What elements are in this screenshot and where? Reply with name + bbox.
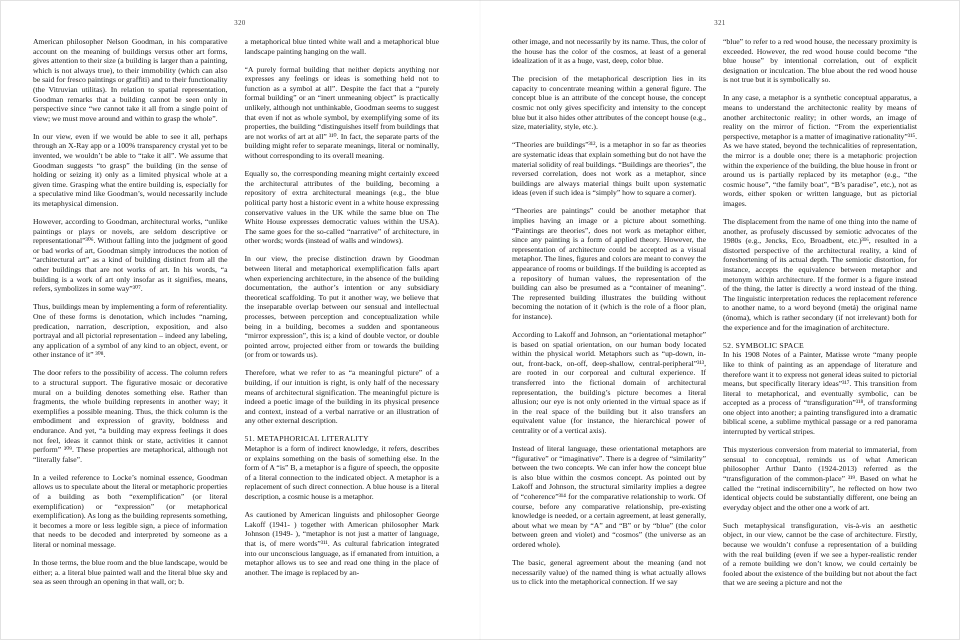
paragraph: However, according to Goodman, architectural works, “unlike paintings or plays or novels, are seldom descriptive or representational”³⁰⁶. Without falling into the judgment of good or bad works of art, Goodman simply introduces the notion of “architectural art” as a kind of building distinct from all the other buildings that are not works of art. In his words, “a building is a work of art only insofar as it signifies, means, refers, symbolizes in some way”³⁰⁷.	[33, 217, 228, 294]
section-heading-52: 52. SYMBOLIC SPACE	[723, 340, 804, 350]
paragraph: The precision of the metaphorical description lies in its capacity to concentrate meaning within a general figure. The concept blue is an attribute of the concept house, the concept cosmic not only gives specificity and intensity to the concept blue but it also hides other attributes of the concept house (e.g., size, materiality, style, etc.).	[512, 74, 706, 132]
paragraph: other image, and not necessarily by its name. Thus, the color of the house has the color of the cosmos, at least of a general idealization of it as a huge, vast, deep, color blue.	[512, 37, 706, 66]
page-321-column-1	[512, 37, 706, 629]
paragraph: “Theories are buildings”³¹², is a metaphor in so far as theories are systematic ideas that explain something but do not have the material solidity of real buildings. “Buildings are theories”, the reversed correlation, does not work as a metaphor, since buildings are always material things built upon systematic ideas (even if such idea is “simply” how to square a corner).	[512, 140, 706, 198]
paragraph: In his 1908 Notes of a Painter, Matisse wrote “many people like to think of painting as an appendage of literature and therefore want it to express not general ideas suited to pictorial means, but specifically literary ideas”³¹⁷. This transition from literal to metaphorical, and eventually symbolic, can be accepted as a process of “transfiguration”³¹⁸, of transforming one object into another; a painting transfigured into a dramatic biblical scene, a sublime mythical passage or a red panorama interrupted by vertical stripes.	[723, 350, 917, 437]
page-321-columns	[480, 37, 960, 629]
paragraph: Such metaphysical transfiguration, vis-à-vis an aesthetic object, in our view, cannot be the case of architecture. Firstly, because we wouldn’t confuse a representation of a building with the real building (even if we see a hyper-realistic render of a remote building we don’t know, we could certainly be fooled about the existence of the building but not about the fact that we are seeing a picture and not the	[723, 520, 917, 588]
page-number-right: 321	[714, 20, 726, 27]
page-number-left: 320	[234, 20, 246, 27]
paragraph: “Theories are paintings” could be another metaphor that implies having an image or a picture about something. “Paintings are theories”, does not work as metaphor either, since any painting is a form of applied theory. However, the representation of architecture could be accepted as a visual metaphor. The lines, figures and colors are meant to convey the appearance of rooms or buildings. If the building is accepted as a repository of human values, the representation of the building can also be presumed as a “container of meaning”. The represented building illustrates the building without becoming the notation of it (which is the role of a floor plan, for instance).	[512, 206, 706, 321]
paragraph: According to Lakoff and Johnson, an “orientational metaphor” is based on spatial orientation, on our human body located within the physical world. Metaphors such as “up-down, in-out, front-back, on-off, deep-shallow, central-peripheral”³¹³, are rooted in our corporeal and cultural experience. If transferred into the fictional domain of architectural representation, the building’s picture becomes a literal allusion; our eye is not only oriented in the virtual space as if in the real space of the building but it also transfers an equivalent value (for instance, the hierarchical power of centrality or of a vertical axis).	[512, 330, 706, 435]
paragraph: “blue” to refer to a red wood house, the necessary proximity is exceeded. However, the red wood house could become “the blue house” by intentional correlation, out of explicit designation or inculcation. The blue about the red wood house is not true but it is symbolically so.	[723, 37, 917, 85]
page-321	[480, 0, 960, 640]
paragraph: As cautioned by American linguists and philosopher George Lakoff (1941- ) together with American philosopher Mark Johnson (1949- ), “metaphor is not just a matter of language, that is, of mere words”³¹¹. As cultural fabrication integrated into our unconscious language, as if emanated from intuition, a metaphor allows us to see and read one thing in the place of another. The image is replaced by an-	[244, 510, 439, 577]
paragraph: “A purely formal building that neither depicts anything nor expresses any feelings or ideas is something held not to function as a symbol at all”. Despite the fact that a “purely formal building” or an “inert unmeaning object” is practically unlikely, although not unthinkable, Goodman seems to suggest that even if not as whole symbol, by exemplifying some of its properties, the building “distinguishes itself from buildings that are not works of art at all” ³¹⁰. In fact, the separate parts of the building might refer to separate meanings, literal or nominally, without corresponding to its overall meaning.	[244, 64, 439, 161]
paragraph: a metaphorical blue tinted white wall and a metaphorical blue landscape painting hanging on the wall.	[244, 37, 439, 56]
page-321-column-2	[723, 37, 917, 629]
section-heading-51: 51. METAPHORICAL LITERALITY	[244, 434, 369, 444]
paragraph: Thus, buildings mean by implementing a form of referentiality. One of these forms is denotation, which includes “naming, predication, narration, description, exposition, and also portrayal and all pictorial representation – indeed any labeling, any application of a symbol of any kind to an object, event, or other instance of it” ³⁰⁸.	[33, 302, 228, 360]
paragraph: The door refers to the possibility of access. The column refers to a structural support. The figurative mosaic or decorative mural on a building denotes something else. Rather than fragments, the whole building represents in another way; it exemplifies a possible meaning. Thus, the thick column is the embodiment and expression of gravity, boldness and endurance. And yet, “a building may express feelings it does not feel, ideas it cannot think or state, activities it cannot perform” ³⁰⁹. These properties are metaphorical, although not “literally false”.	[33, 368, 228, 464]
page-320-column-2	[245, 37, 440, 629]
paragraph: This mysterious conversion from material to immaterial, from sensual to conceptual, reminds us of what American philosopher Arthur Danto (1924-2013) referred as the “transfiguration of the common-place” ³¹⁹. Based on what he called the “retinal indiscernibility”, he reflected on how two identical objects could be substantially different, one being an everyday object and the other one a work of art.	[723, 445, 917, 512]
paragraph: In our view, the precise distinction drawn by Goodman between literal and metaphorical exemplification falls apart when experiencing architecture, in the absence of the building documentation, the author’s intention or any subsidiary theoretical scaffolding. To put it another way, we believe that the inseparable overlap between our sensual and intellectual processes, between perception and conceptualization while being in a building, becomes a sudden and spontaneous “mirror expression”, this is; a kind of double vector, or double pointed arrow, projected either from or towards the building (or from or towards us).	[244, 254, 439, 360]
paragraph: American philosopher Nelson Goodman, in his comparative account on the meaning of buildings versus other art forms, gives attention to their size (a building is larger than a painting, which is not always true), to their immobility (which can also be said for fresco paintings or graffiti) and to their functionality (the Vitruvian utilitas). In relation to spatial representation, Goodman remarks that a building cannot be seen only in perspective since “we cannot take it all from a single point of view; we must move around and within to grasp the whole”.	[33, 37, 228, 123]
paragraph: In a veiled reference to Locke’s nominal essence, Goodman allows us to speculate about the literal or metaphoric properties of a building as both “exemplification” (or literal exemplification) or “expression” (or metaphorical exemplification). As long as the building represents something, it becomes a more or less legible sign, a piece of information that needs to be decoded and interpreted by someone as a literal or nominal message.	[33, 472, 228, 549]
paragraph: The displacement from the name of one thing into the name of another, as profusely discussed by semiotic advocates of the 1980s (e.g., Jencks, Eco, Broadbent, etc.)³¹⁶, resulted in a distorted perspective of the architectural reality, a kind of foreshortening of its actual depth. The semiotic distortion, for instance, accepts the equivalence between metaphor and metonym within architecture. If the former is a figure instead of the thing, the latter is directly a word instead of the thing. The linguistic interpretation reduces the replacement reference to another name, to a word beyond (metá) the original name (ónoma), which is rather secondary (if not irrelevant) both for the experience and for the imagination of architecture.	[723, 217, 917, 332]
paragraph: Instead of literal language, these orientational metaphors are “figurative” or “imaginative”. There is a degree of “similarity” between the two concepts. We can infer how the concept blue is also blue within the cosmos concept. As pointed out by Lakoff and Johnson, the structural similarity implies a degree of “coherence”³¹⁴ for the comparative relationship to work. Of course, before any comparative relationship, pre-existing knowledge is needed, or a certain agreement, at least generally, about what we mean by “A” and “B” or by “blue” (the color between green and violet) and “cosmos” (the universe as an ordered whole).	[512, 444, 706, 549]
page-320-column-1	[33, 37, 228, 629]
page-spine-divider	[479, 0, 481, 640]
paragraph: Metaphor is a form of indirect knowledge, it refers, describes or explains something on the basis of something else. In the form of A “is” B, a metaphor is a figure of speech, the opposite of a literal connection to the indicated object. A metaphor is a replacement of such direct connection. A blue house is a literal description, a cosmic house is a metaphor.	[244, 444, 439, 502]
paragraph: The basic, general agreement about the meaning (and not necessarily value) of the named thing is what actually allows us to click into the metaphorical connection. If we say	[512, 558, 706, 587]
paragraph: In our view, even if we would be able to see it all, perhaps through an X-Ray app or a 100% transparency crystal yet to be invented, we wouldn’t be able to “take it all”. We assume that Goodman suggests “to grasp” the building (in the sense of holding or seizing it) only as a limited physical whole at a given time. Grasping what the entire building is, especially for a speculative mind like Goodman’s, would necessarily include its metaphysical dimension.	[33, 131, 228, 208]
paragraph: In those terms, the blue room and the blue landscape, would be either; a. a literal blue painted wall and the literal blue sky and sea as seen through an opening in that wall, or; b.	[33, 558, 228, 587]
paragraph: In any case, a metaphor is a synthetic conceptual apparatus, a means to understand the architectonic reality by means of another architectonic reality; in other words, an image of reality on the mirror of fiction. “From the experientialist perspective, metaphor is a matter of imaginative rationality”³¹⁵. As we have stated, beyond the technicalities of representation, the mirror is a double one; there is a metaphoric projection within the experience of the building, the blue house in front or around us is partially replaced by its metaphor (e.g., “the cosmic house”, “the family boat”, “B’s paradise”, etc.), not as words, either spoken or written language, but as pictorial images.	[723, 93, 917, 208]
paragraph: Equally so, the corresponding meaning might certainly exceed the architectural attributes of the building, becoming a repository of extra architectural meanings (e.g., the blue political party host a historic event in a white house expressing conservative values in the UK while the same blue on The White House expresses democratic values within the USA). The same goes for the so-called “narrative” of architecture, in other words; words (instead of walls and windows).	[244, 169, 439, 246]
page-320-columns	[0, 37, 480, 629]
paragraph: Therefore, what we refer to as “a meaningful picture” of a building, if our intuition is right, is only half of the necessary means of architectural signification. The meaningful picture is indeed a poetic image of the building in its physical presence and context, instead of a verbal narrative or an illustration of any other external description.	[244, 368, 439, 426]
